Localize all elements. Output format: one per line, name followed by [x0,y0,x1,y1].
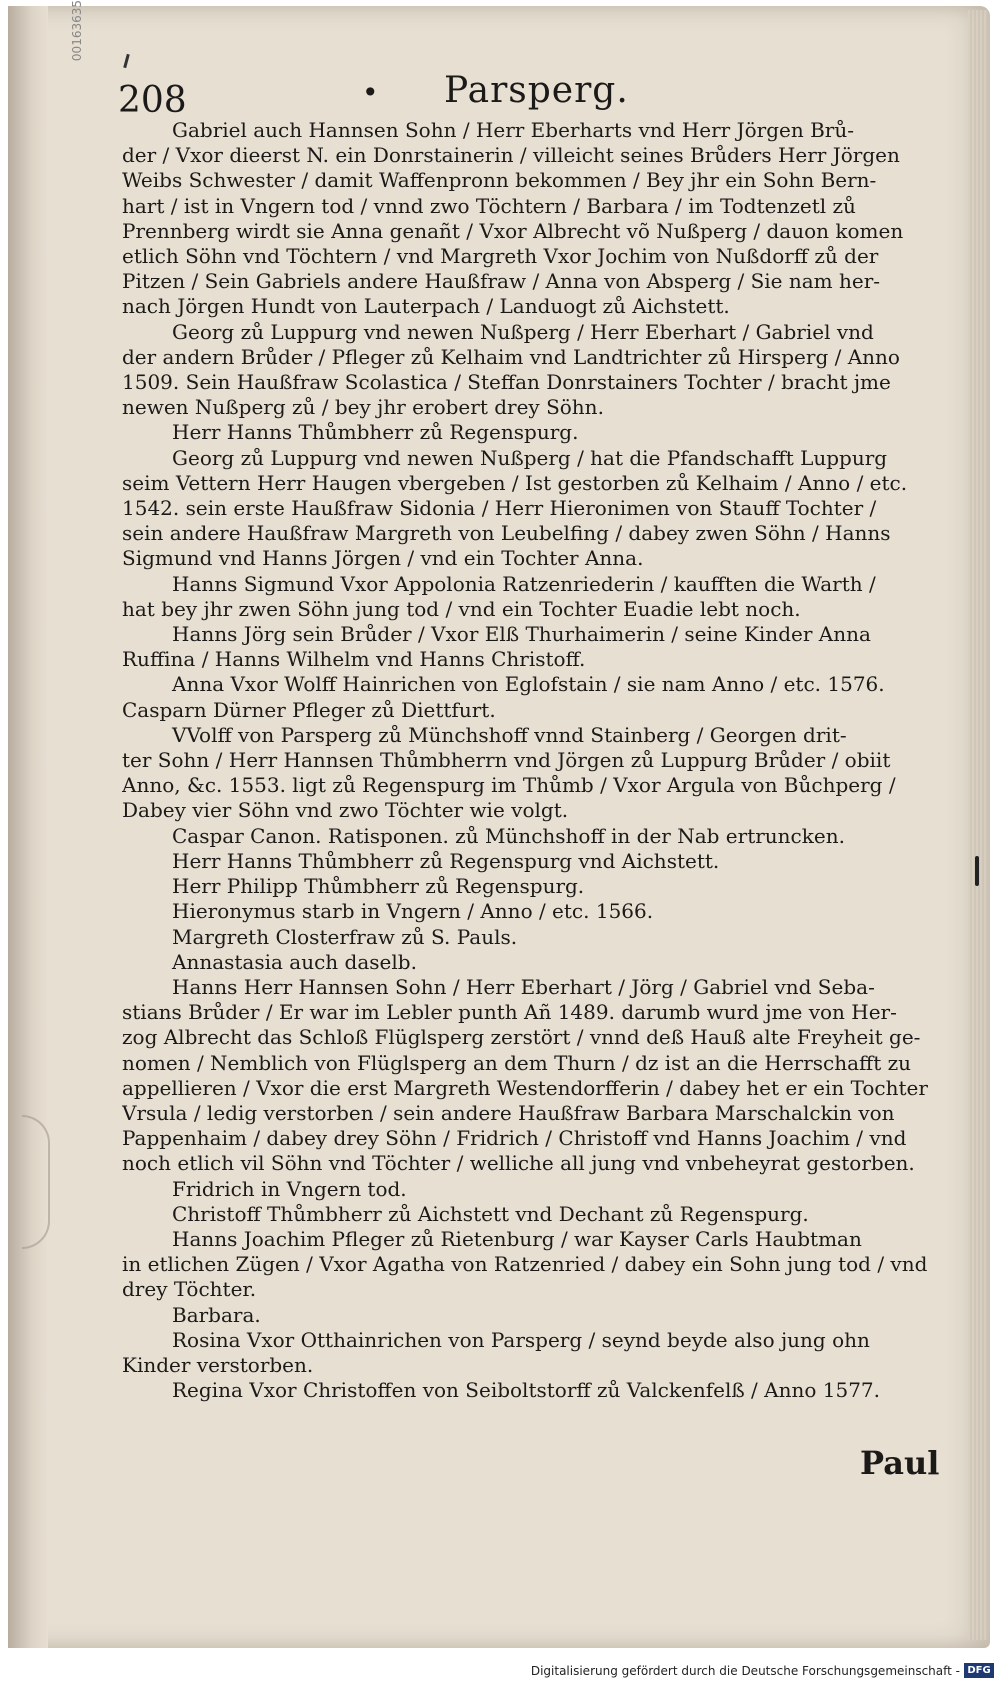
text-line: stians Brůder / Er war im Lebler punth Añ 1489. darumb wurd jme von Her- [122,1000,897,1025]
text-line: Ruffina / Hanns Wilhelm vnd Hanns Christoff. [122,647,586,672]
page-edge [968,10,988,1640]
paragraph [122,572,937,622]
paragraph [122,849,937,874]
paragraph [122,975,937,1177]
text-line: der andern Brůder / Pfleger zů Kelhaim vnd Landtrichter zů Hirsperg / Anno [122,344,900,369]
text-line: 1509. Sein Haußfraw Scolastica / Steffan Donrstainers Tochter / bracht jme [122,370,891,395]
text-line: appellieren / Vxor die erst Margreth Westendorfferin / dabey het er ein Tochter [122,1075,928,1100]
text-line: Anno, &c. 1553. ligt zů Regenspurg im Thůmb / Vxor Argula von Bůchperg / [122,773,896,798]
text-line: hart / ist in Vngern tod / vnnd zwo Töchtern / Barbara / im Todtenzetl zů [122,193,856,218]
margin-mark [975,856,979,886]
text-line: nomen / Nemblich von Flüglsperg an dem Thurn / dz ist an die Herrschafft zu [122,1050,912,1075]
text-line: Fridrich in Vngern tod. [172,1176,407,1201]
text-line: Hanns Jörg sein Brůder / Vxor Elß Thurhaimerin / seine Kinder Anna [172,622,871,647]
text-line: Rosina Vxor Otthainrichen von Parsperg / seynd beyde also jung ohn [172,1327,870,1352]
text-body [122,118,937,1403]
text-line: zog Albrecht das Schloß Flüglsperg zerstört / vnnd deß Hauß alte Freyheit ge- [122,1025,921,1050]
dfg-logo: DFG [964,1663,994,1678]
text-line: Hieronymus starb in Vngern / Anno / etc. 1566. [172,899,654,924]
text-line: Pitzen / Sein Gabriels andere Haußfraw / Anna von Absperg / Sie nam her- [122,269,881,294]
text-line: Regina Vxor Christoffen von Seiboltstorff zů Valckenfelß / Anno 1577. [172,1378,881,1403]
paragraph [122,899,937,924]
text-line: Annastasia auch daselb. [172,949,417,974]
paragraph [122,950,937,975]
text-line: VVolff von Parsperg zů Münchshoff vnnd Stainberg / Georgen drit- [172,722,847,747]
running-head: Parsperg. [444,70,629,111]
paragraph [122,320,937,421]
text-line: hat bey jhr zwen Söhn jung tod / vnd ein Tochter Euadie lebt noch. [122,596,801,621]
paragraph [122,1202,937,1227]
text-line: ter Sohn / Herr Hannsen Thůmbherrn vnd Jörgen zů Luppurg Brůder / obiit [122,748,891,773]
paragraph [122,723,937,824]
text-line: der / Vxor dieerst N. ein Donrstainerin / villeicht seines Brůders Herr Jörgen [122,143,900,168]
text-line: noch etlich vil Söhn vnd Töchter / welliche all jung vnd vnbeheyrat gestorben. [122,1151,915,1176]
text-line: Anna Vxor Wolff Hainrichen von Eglofstain / sie nam Anno / etc. 1576. [172,672,885,697]
text-line: Hanns Joachim Pfleger zů Rietenburg / war Kayser Carls Haubtman [172,1226,862,1251]
scan-id: 00163635 [70,0,84,62]
text-line: etlich Söhn vnd Töchtern / vnd Margreth Vxor Jochim von Nußdorff zů der [122,244,879,269]
text-line: nach Jörgen Hundt von Lauterpach / Landuogt zů Aichstett. [122,294,730,319]
binding-clip [22,1115,50,1249]
text-line: Margreth Closterfraw zů S. Pauls. [172,924,518,949]
text-line: drey Töchter. [122,1277,257,1302]
text-line: Dabey vier Söhn vnd zwo Töchter wie volgt. [122,798,569,823]
text-line: Pappenhaim / dabey drey Söhn / Fridrich / Christoff vnd Hanns Joachim / vnd [122,1126,907,1151]
text-line: sein andere Haußfraw Margreth von Leubelfing / dabey zwen Söhn / Hanns [122,521,891,546]
paragraph [122,446,937,572]
paragraph [122,1328,937,1378]
page-number: 208 [118,80,187,121]
paragraph [122,1303,937,1328]
paragraph [122,420,937,445]
paragraph [122,622,937,672]
paragraph [122,118,937,320]
paragraph [122,1177,937,1202]
text-line: Herr Hanns Thůmbherr zů Regenspurg. [172,420,579,445]
text-line: Hanns Herr Hannsen Sohn / Herr Eberhart / Jörg / Gabriel vnd Seba- [172,974,875,999]
paragraph [122,925,937,950]
text-line: Herr Hanns Thůmbherr zů Regenspurg vnd Aichstett. [172,848,720,873]
text-line: Christoff Thůmbherr zů Aichstett vnd Dechant zů Regenspurg. [172,1201,809,1226]
text-line: Sigmund vnd Hanns Jörgen / vnd ein Tochter Anna. [122,546,644,571]
paragraph [122,1378,937,1403]
text-line: Georg zů Luppurg vnd newen Nußperg / Herr Eberhart / Gabriel vnd [172,319,874,344]
catchword: Paul [860,1444,940,1482]
paragraph [122,672,937,722]
header-dot: • [362,76,379,109]
text-line: Herr Philipp Thůmbherr zů Regenspurg. [172,874,585,899]
text-line: Prennberg wirdt sie Anna genañt / Vxor Albrecht võ Nußperg / dauon komen [122,218,904,243]
text-line: Gabriel auch Hannsen Sohn / Herr Eberharts vnd Herr Jörgen Brů- [172,118,854,142]
text-line: newen Nußperg zů / bey jhr erobert drey Söhn. [122,395,604,420]
paragraph [122,824,937,849]
text-line: Casparn Dürner Pfleger zů Diettfurt. [122,697,496,722]
paragraph [122,874,937,899]
text-line: Hanns Sigmund Vxor Appolonia Ratzenriederin / kaufften die Warth / [172,571,876,596]
text-line: Kinder verstorben. [122,1352,314,1377]
text-line: Georg zů Luppurg vnd newen Nußperg / hat die Pfandschafft Luppurg [172,445,888,470]
paragraph [122,1227,937,1303]
text-line: 1542. sein erste Haußfraw Sidonia / Herr Hieronimen von Stauff Tochter / [122,496,877,521]
footer-credit: Digitalisierung gefördert durch die Deutsche Forschungsgemeinschaft - [530,1664,960,1678]
text-line: Weibs Schwester / damit Waffenpronn bekommen / Bey jhr ein Sohn Bern- [122,168,877,193]
text-line: Vrsula / ledig verstorben / sein andere Haußfraw Barbara Marschalckin von [122,1100,895,1125]
text-line: seim Vettern Herr Haugen vbergeben / Ist gestorben zů Kelhaim / Anno / etc. [122,470,908,495]
page-gutter [8,6,48,1648]
text-line: Barbara. [172,1302,261,1327]
text-line: Caspar Canon. Ratisponen. zů Münchshoff in der Nab ertruncken. [172,823,845,848]
text-line: in etlichen Zügen / Vxor Agatha von Ratzenried / dabey ein Sohn jung tod / vnd [122,1252,928,1277]
